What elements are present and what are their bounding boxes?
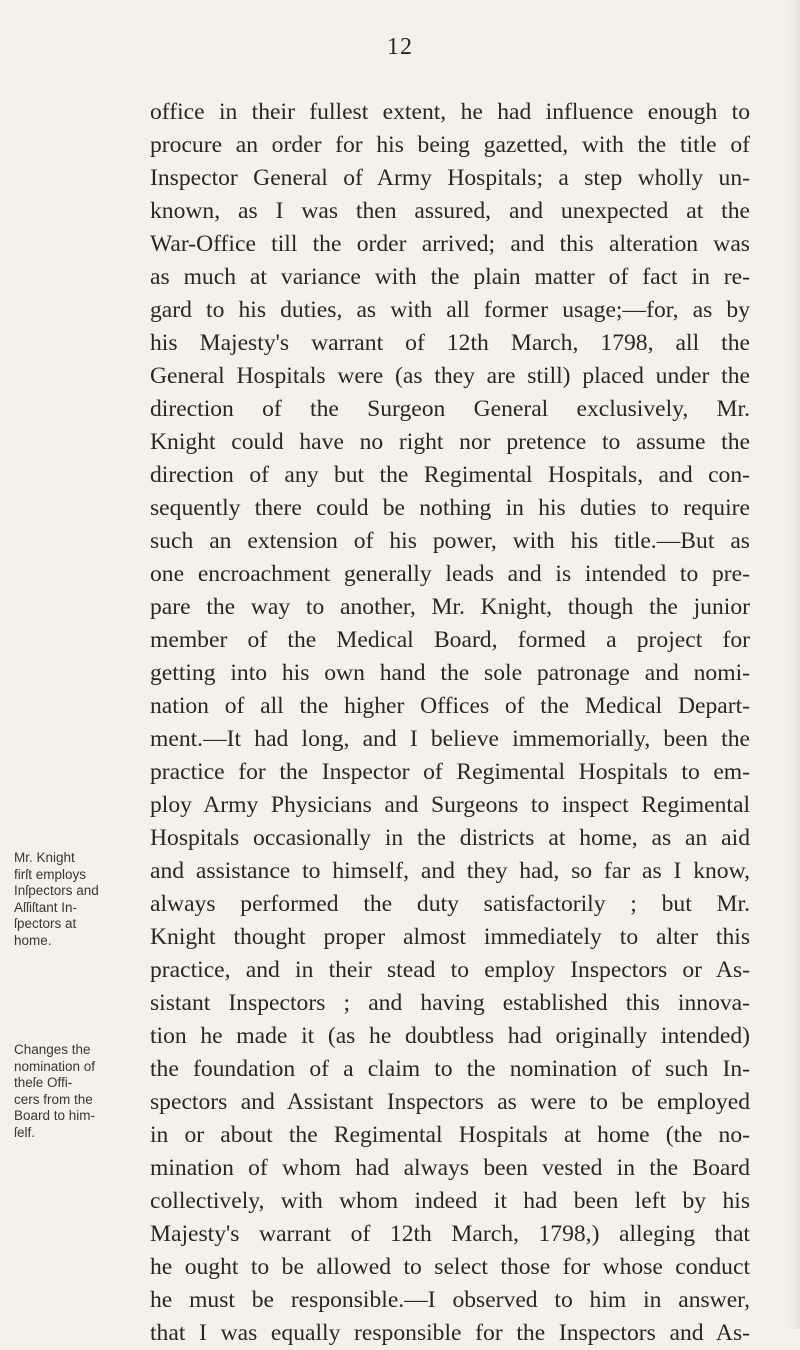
text-line: known, as I was then assured, and unexpected at the [150, 198, 750, 224]
text-line: General Hospitals were (as they are still) placed under the [150, 363, 750, 389]
text-line: procure an order for his being gazetted, with the title of [150, 132, 750, 158]
text-line: pare the way to another, Mr. Knight, though the junior [150, 594, 750, 620]
text-line: getting into his own hand the sole patronage and nomi- [150, 660, 750, 686]
text-line: he ought to be allowed to select those for whose conduct [150, 1254, 750, 1280]
text-line: such an extension of his power, with his title.—But as [150, 528, 750, 554]
text-line: that I was equally responsible for the Inspectors and As- [150, 1320, 750, 1346]
text-line: the foundation of a claim to the nomination of such In- [150, 1056, 750, 1082]
text-line: Inspector General of Army Hospitals; a step wholly un- [150, 165, 750, 191]
text-line: collectively, with whom indeed it had been left by his [150, 1188, 750, 1214]
margin-note-line: cers from the [14, 1091, 93, 1107]
text-line: ment.—It had long, and I believe immemorially, been the [150, 726, 750, 752]
text-line: Hospitals occasionally in the districts at home, as an aid [150, 825, 750, 851]
text-line: Knight thought proper almost immediately to alter this [150, 924, 750, 950]
text-line: practice for the Inspector of Regimental Hospitals to em- [150, 759, 750, 785]
margin-note-line: firſt employs [14, 866, 87, 882]
text-line: as much at variance with the plain matter of fact in re- [150, 264, 750, 290]
text-line: mination of whom had always been vested in the Board [150, 1155, 750, 1181]
text-line: in or about the Regimental Hospitals at home (the no- [150, 1122, 750, 1148]
text-line: direction of any but the Regimental Hospitals, and con- [150, 462, 750, 488]
margin-note-line: Inſpectors and [14, 883, 99, 898]
margin-note-line: Aſſiſtant In- [14, 899, 78, 915]
text-line: gard to his duties, as with all former usage;—for, as by [150, 297, 750, 323]
text-line: he must be responsible.—I observed to him in answer, [150, 1287, 750, 1313]
text-line: Knight could have no right nor pretence to assume the [150, 429, 750, 455]
text-line: office in their fullest extent, he had influence enough to [150, 99, 750, 125]
text-line: sistant Inspectors ; and having established this innova- [150, 990, 750, 1016]
margin-note-inspectors [14, 850, 132, 949]
text-line: one encroachment generally leads and is intended to pre- [150, 561, 750, 587]
margin-note-line: Changes the [14, 1042, 91, 1057]
page-number: 12 [387, 34, 413, 60]
text-line: always performed the duty satisfactorily ; but Mr. [150, 891, 750, 917]
text-line: direction of the Surgeon General exclusively, Mr. [150, 396, 750, 422]
text-line: his Majesty's warrant of 12th March, 1798, all the [150, 330, 750, 356]
text-line: ploy Army Physicians and Surgeons to inspect Regimental [150, 792, 750, 818]
page-edge-shadow [786, 0, 800, 1329]
margin-note-line: nomination of [14, 1058, 96, 1074]
text-line: tion he made it (as he doubtless had originally intended) [150, 1023, 750, 1049]
margin-note-line: ſelf. [14, 1124, 36, 1140]
margin-note-nomination [14, 1042, 132, 1141]
text-line: practice, and in their stead to employ Inspectors or As- [150, 957, 750, 983]
text-line: Majesty's warrant of 12th March, 1798,) alleging that [150, 1221, 750, 1247]
text-line: spectors and Assistant Inspectors as were to be employed [150, 1089, 750, 1115]
text-line: sequently there could be nothing in his duties to require [150, 495, 750, 521]
margin-note-line: home. [14, 932, 52, 948]
margin-note-line: Mr. Knight [14, 850, 75, 865]
margin-note-line: theſe Offi- [14, 1075, 73, 1090]
text-line: War-Office till the order arrived; and this alteration was [150, 231, 750, 257]
margin-note-line: ſpectors at [14, 916, 77, 931]
margin-note-line: Board to him- [14, 1108, 96, 1123]
text-line: member of the Medical Board, formed a project for [150, 627, 750, 653]
text-line: and assistance to himself, and they had, so far as I know, [150, 858, 750, 884]
body-text [150, 96, 750, 1350]
text-line: nation of all the higher Offices of the Medical Depart- [150, 693, 750, 719]
